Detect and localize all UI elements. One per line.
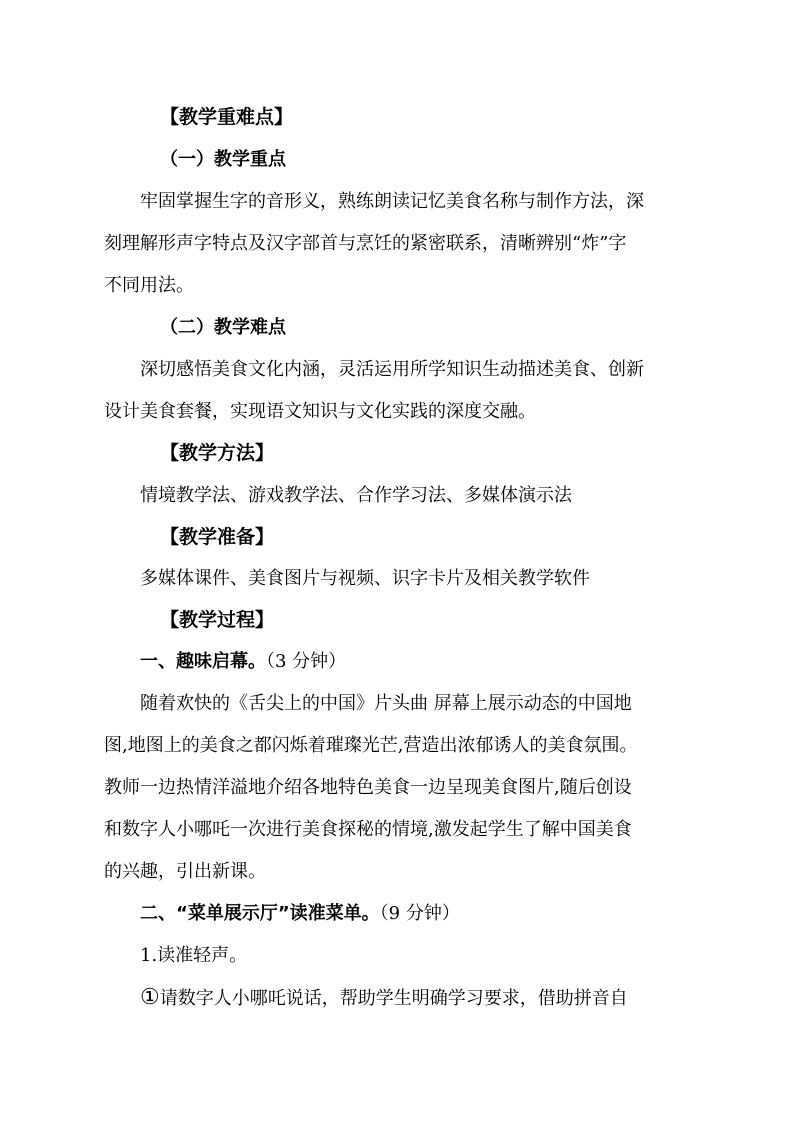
step2-item-1-line <box>140 985 628 1012</box>
difficulty-line-1: 深切感悟美食文化内涵，灵活运用所学知识生动描述美食、创新 <box>140 359 644 380</box>
methods-heading: 【教学方法】 <box>160 442 275 464</box>
prep-heading: 【教学准备】 <box>160 526 275 548</box>
step2-time: （9 分钟） <box>379 903 460 924</box>
key-point-line-1: 牢固掌握生字的音形义，熟练朗读记忆美食名称与制作方法，深 <box>140 191 644 212</box>
step1-line-3: 教师一边热情洋溢地介绍各地特色美食一边呈现美食图片,随后创设 <box>104 777 632 798</box>
key-point-subheading: （一）教学重点 <box>160 149 286 170</box>
step1-title: 一、趣味启幕。 <box>140 651 266 672</box>
step2-title: 二、“菜单展示厅”读准菜单。 <box>140 903 380 924</box>
step2-heading <box>140 901 460 927</box>
key-point-line-3: 不同用法。 <box>104 275 194 296</box>
step2-item-1: 1.读准轻声。 <box>140 945 248 966</box>
step1-time: （3 分钟） <box>266 651 347 672</box>
process-heading: 【教学过程】 <box>160 609 275 631</box>
difficulty-line-2: 设计美食套餐，实现语文知识与文化实践的深度交融。 <box>104 401 536 422</box>
step1-line-5: 的兴趣，引出新课。 <box>104 861 266 882</box>
methods-text: 情境教学法、游戏教学法、合作学习法、多媒体演示法 <box>140 485 572 506</box>
key-point-line-2: 刻理解形声字特点及汉字部首与烹饪的紧密联系，清晰辨别“炸”字 <box>104 233 627 254</box>
step1-line-1: 随着欢快的《舌尖上的中国》片头曲 屏幕上展示动态的中国地 <box>140 693 632 714</box>
step2-item-1-text: 请数字人小哪吒说话，帮助学生明确学习要求，借助拼音自 <box>159 988 628 1009</box>
key-points-heading: 【教学重难点】 <box>160 106 294 128</box>
step1-heading <box>140 649 346 675</box>
circled-number: ① <box>140 985 160 1010</box>
step1-line-4: 和数字人小哪吒一次进行美食探秘的情境,激发起学生了解中国美食 <box>104 819 632 840</box>
step1-line-2: 图,地图上的美食之都闪烁着璀璨光芒,营造出浓郁诱人的美食氛围。 <box>104 735 638 756</box>
prep-text: 多媒体课件、美食图片与视频、识字卡片及相关教学软件 <box>140 568 590 589</box>
difficulty-subheading: （二）教学难点 <box>160 317 286 338</box>
